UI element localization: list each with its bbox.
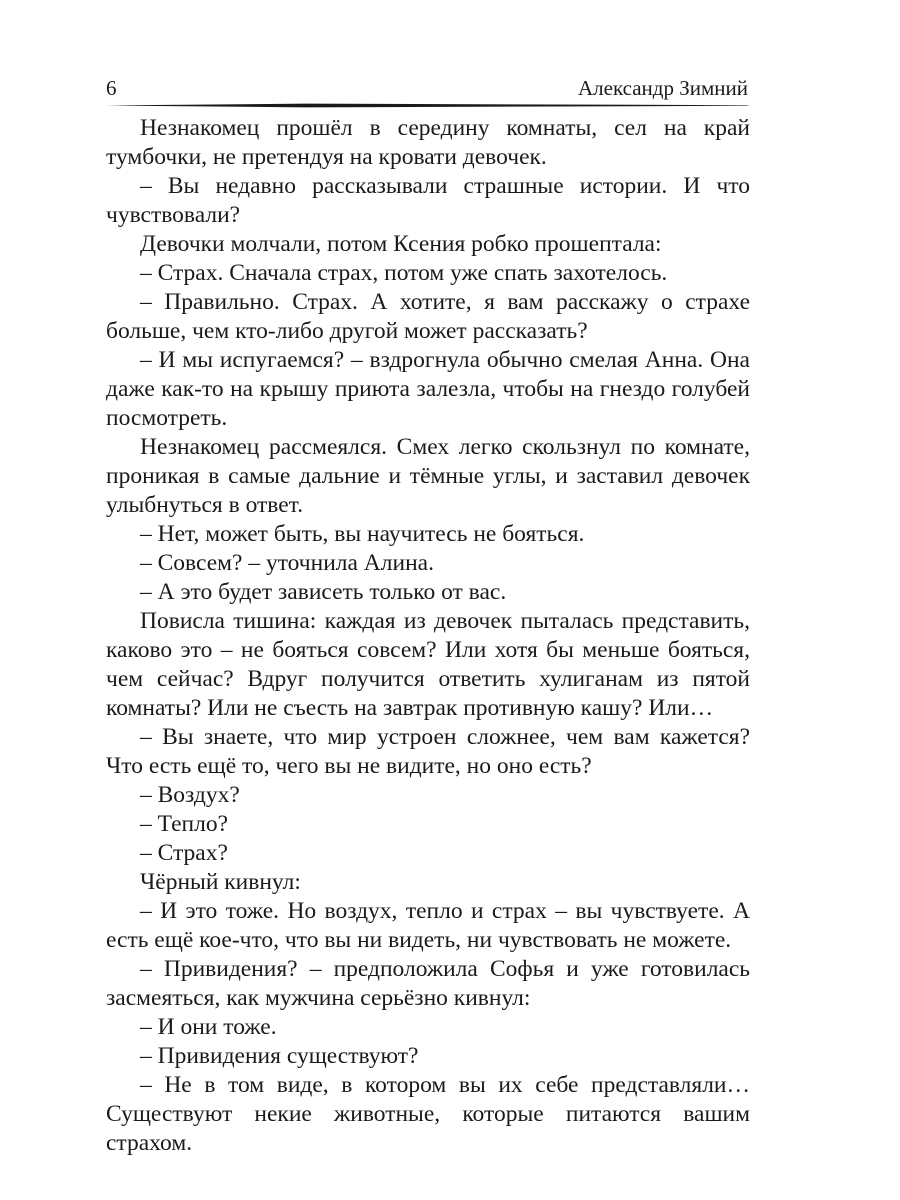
paragraph: – Привидения существуют? [140, 1043, 419, 1069]
paragraph: – И это тоже. Но воздух, тепло и страх – вы чувствуете. А есть ещё кое-что, что вы ни видеть, ни чувствовать не можете. [106, 898, 750, 953]
paragraph: – А это будет зависеть только от вас. [140, 579, 507, 605]
header-rule [106, 103, 748, 108]
page-number: 6 [106, 76, 117, 100]
paragraph: – Не в том виде, в котором вы их себе представляли… Существуют некие животные, которые питаются вашим страхом. [106, 1072, 750, 1156]
paragraph: – И мы испугаемся? – вздрогнула обычно смелая Анна. Она даже как-то на крышу приюта залезла, чтобы на гнездо голубей посмотреть. [106, 347, 750, 431]
header-rule-line [106, 103, 748, 108]
paragraph: – Тепло? [140, 811, 228, 837]
paragraph: – Воздух? [140, 782, 240, 808]
running-head-author: Александр Зимний [578, 76, 748, 100]
paragraph: Незнакомец рассмеялся. Смех легко скользнул по комнате, проникая в самые дальние и тёмные углы, и заставил девочек улыбнуться в ответ. [106, 434, 750, 518]
paragraph: – Страх. Сначала страх, потом уже спать захотелось. [140, 260, 668, 286]
paragraph: – Правильно. Страх. А хотите, я вам расскажу о страхе больше, чем кто-либо другой может рассказать? [106, 289, 750, 344]
paragraph: Девочки молчали, потом Ксения робко прошептала: [140, 231, 662, 257]
paragraph: – Совсем? – уточнила Алина. [140, 550, 434, 576]
paragraph: Незнакомец прошёл в середину комнаты, сел на край тумбочки, не претендуя на кровати девочек. [106, 115, 750, 170]
paragraph: – Нет, может быть, вы научитесь не бояться. [140, 521, 585, 547]
paragraph: – Привидения? – предположила Софья и уже готовилась засмеяться, как мужчина серьёзно кивнул: [106, 956, 750, 1011]
paragraph: – Страх? [140, 840, 228, 866]
page-header [106, 74, 748, 102]
body-text [106, 114, 750, 1158]
paragraph: – И они тоже. [140, 1014, 277, 1040]
paragraph: Чёрный кивнул: [140, 869, 301, 895]
paragraph: – Вы недавно рассказывали страшные истории. И что чувствовали? [106, 173, 750, 228]
paragraph: – Вы знаете, что мир устроен сложнее, чем вам кажется? Что есть ещё то, чего вы не видите, но оно есть? [106, 724, 750, 779]
paragraph: Повисла тишина: каждая из девочек пыталась представить, каково это – не бояться совсем? Или хотя бы меньше бояться, чем сейчас? Вдруг получится ответить хулиганам из пятой комнаты? Или не съесть на завтрак противную кашу? Или… [106, 608, 750, 721]
